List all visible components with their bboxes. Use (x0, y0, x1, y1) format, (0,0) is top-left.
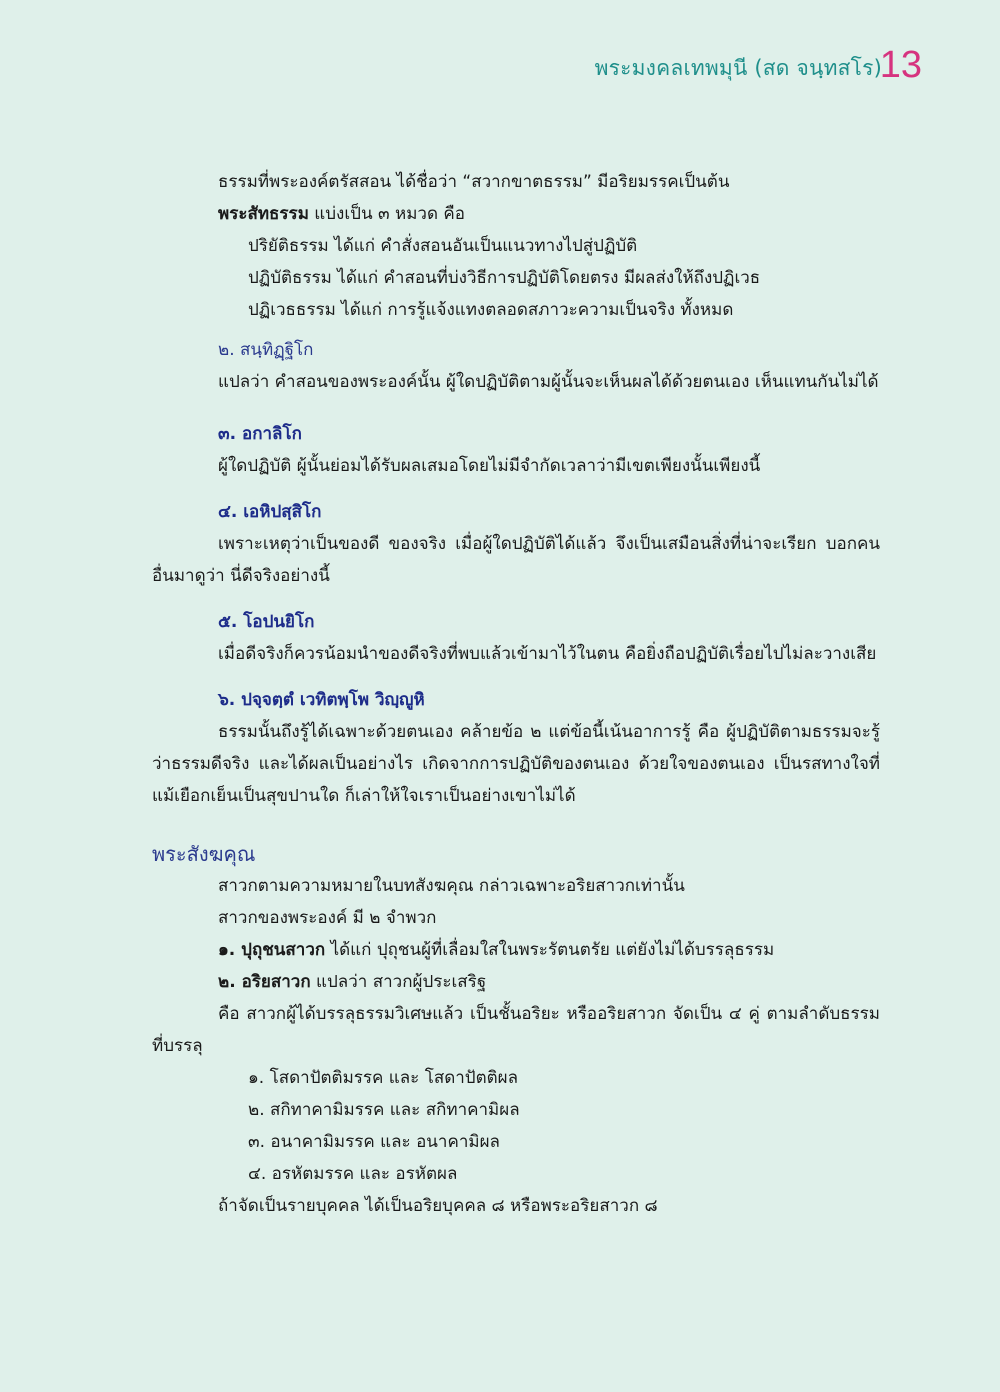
paragraph: คือ สาวกผู้ได้บรรลุธรรมวิเศษแล้ว เป็นชั้นอริยะ หรืออริยสาวก จัดเป็น ๔ คู่ ตามลำดับธรรมที่บรรลุ (152, 1004, 880, 1056)
list-item: ๔. อรหัตมรรค และ อรหัตผล (248, 1164, 458, 1184)
list-item: ปริยัติธรรม ได้แก่ คำสั่งสอนอันเป็นแนวทางไปสู่ปฏิบัติ (248, 236, 638, 256)
paragraph (152, 966, 880, 998)
paragraph: เพราะเหตุว่าเป็นของดี ของจริง เมื่อผู้ใดปฏิบัติได้แล้ว จึงเป็นเสมือนสิ่งที่น่าจะเรียก บอกคนอื่นมาดูว่า นี่ดีจริงอย่างนี้ (152, 534, 880, 586)
paragraph: สาวกของพระองค์ มี ๒ จำพวก (218, 908, 437, 928)
subheading: ๓. อกาลิโก (218, 424, 302, 444)
running-header (594, 44, 922, 86)
paragraph: สาวกตามความหมายในบทสังฆคุณ กล่าวเฉพาะอริยสาวกเท่านั้น (218, 876, 685, 896)
list-item: ๒. สกิทาคามิมรรค และ สกิทาคามิผล (248, 1100, 520, 1120)
list-item: ปฏิเวธธรรม ได้แก่ การรู้แจ้งแทงตลอดสภาวะความเป็นจริง ทั้งหมด (248, 300, 734, 320)
header-title: พระมงคลเทพมุนี (สด จนฺทสโร) (594, 56, 882, 80)
paragraph (152, 934, 880, 966)
term-text: แปลว่า สาวกผู้ประเสริฐ (310, 972, 487, 992)
list-item: ๑. โสดาปัตติมรรค และ โสดาปัตติผล (248, 1068, 519, 1088)
paragraph: เมื่อดีจริงก็ควรน้อมนำของดีจริงที่พบแล้วเข้ามาไว้ในตน คือยิ่งถือปฏิบัติเรื่อยไปไม่ละวางเสีย (218, 644, 877, 664)
page-number: 13 (879, 44, 922, 86)
paragraph: ธรรมที่พระองค์ตรัสสอน ได้ชื่อว่า “สวากขาตธรรม” มีอริยมรรคเป็นต้น (218, 172, 730, 192)
list-item: ปฏิบัติธรรม ได้แก่ คำสอนที่บ่งวิธีการปฏิบัติโดยตรง มีผลส่งให้ถึงปฏิเวธ (248, 268, 761, 288)
section-heading: พระสังฆคุณ (152, 842, 256, 866)
term-bold: พระสัทธรรม (218, 204, 309, 224)
subheading: ๖. ปจฺจตฺตํ เวทิตพฺโพ วิญฺญูหิ (218, 690, 425, 710)
paragraph: ถ้าจัดเป็นรายบุคคล ได้เป็นอริยบุคคล ๘ หรือพระอริยสาวก ๘ (218, 1196, 658, 1216)
term-bold: ๒. อริยสาวก (218, 972, 311, 992)
term-bold: ๑. ปุถุชนสาวก (218, 940, 326, 960)
term-text: ได้แก่ ปุถุชนผู้ที่เลื่อมใสในพระรัตนตรัย แต่ยังไม่ได้บรรลุธรรม (325, 940, 775, 960)
paragraph (152, 198, 880, 230)
paragraph: แปลว่า คำสอนของพระองค์นั้น ผู้ใดปฏิบัติตามผู้นั้นจะเห็นผลได้ด้วยตนเอง เห็นแทนกันไม่ได้ (218, 372, 879, 392)
term-text: แบ่งเป็น ๓ หมวด คือ (308, 204, 465, 224)
subheading: ๕. โอปนยิโก (218, 612, 315, 632)
paragraph: ผู้ใดปฏิบัติ ผู้นั้นย่อมได้รับผลเสมอโดยไม่มีจำกัดเวลาว่ามีเขตเพียงนั้นเพียงนี้ (218, 456, 761, 476)
page-body (152, 166, 880, 1222)
subheading: ๒. สนฺทิฏฺฐิโก (218, 340, 314, 360)
paragraph: ธรรมนั้นถึงรู้ได้เฉพาะด้วยตนเอง คล้ายข้อ ๒ แต่ข้อนี้เน้นอาการรู้ คือ ผู้ปฏิบัติตามธรรมจะรู้ว่าธรรมดีจริง และได้ผลเป็นอย่างไร เกิดจากการปฏิบัติของตนเอง ด้วยใจของตนเอง เป็นรสทางใจที่แม้เยือกเย็นเป็นสุขปานใด ก็เล่าให้ใจเราเป็นอย่างเขาไม่ได้ (152, 722, 880, 806)
subheading: ๔. เอหิปสฺสิโก (218, 502, 322, 522)
list-item: ๓. อนาคามิมรรค และ อนาคามิผล (248, 1132, 500, 1152)
